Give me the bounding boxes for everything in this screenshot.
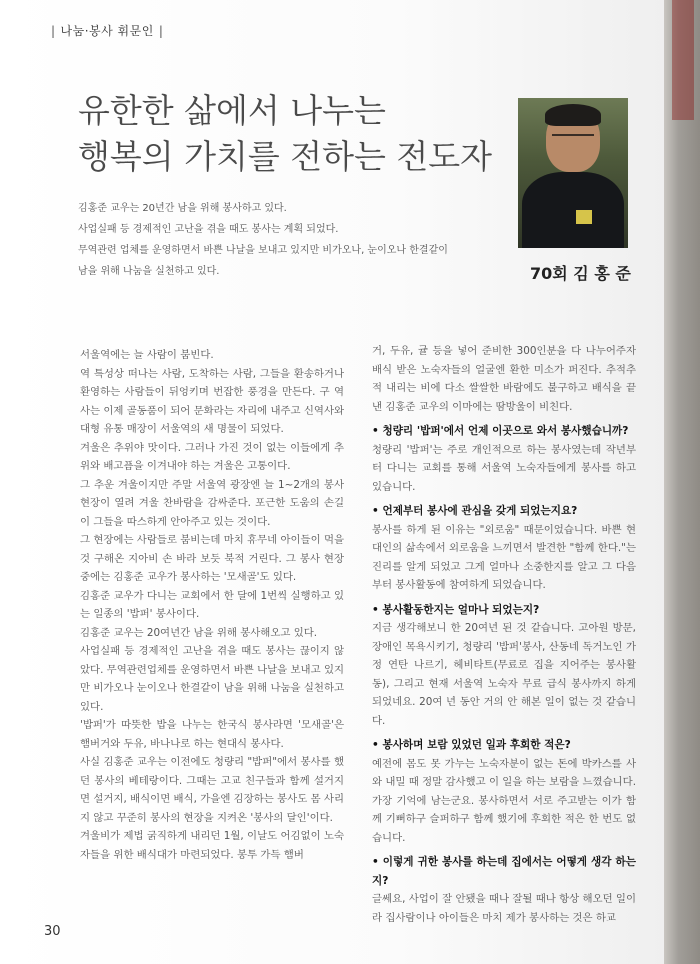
interview-question: • 봉사활동한지는 얼마나 되었는지? [372,603,540,616]
paragraph: 김홍준 교우는 20여년간 남을 위해 봉사해오고 있다. [80,626,318,639]
section-header [46,22,168,39]
paragraph: 역 특성상 떠나는 사람, 도착하는 사람, 그들을 환송하거나 환영하는 사람들이 뒤엉키며 번잡한 풍경을 만든다. 구 역사는 이제 골동품이 되어 문화라는 자리에 내주고 신역사와 대형 유통 매장이 서울역의 새 명물이 되었다. [80,367,345,435]
interview-answer: 예전에 몸도 못 가누는 노숙자분이 없는 돈에 박카스를 사와 내밀 때 정말 감사했고 이 일을 하는 보람을 느꼈습니다. 가장 기억에 남는군요. 봉사하면서 서로 주고받는 이가 함께 기뻐하구 슬퍼하구 함께 했기에 후회한 적은 한 번도 없습니다. [372,757,636,844]
paragraph: 겨울은 추위야 맛이다. 그러나 가진 것이 없는 이들에게 추위와 배고픔을 이겨내야 하는 겨울은 고통이다. [80,441,344,472]
article-title [78,88,508,180]
paragraph: '밥퍼'가 따뜻한 밥을 나누는 한국식 봉사라면 '모새골'은 햄버거와 두유, 바나나로 하는 현대식 봉사다. [80,719,344,750]
interview-answer: 봉사를 하게 된 이유는 "외로움" 때문이었습니다. 바쁜 현대인의 삶속에서 외로움을 느끼면서 발견한 "함께 한다."는 진리를 알게 되었고 그게 얼마나 소중한지를 알고 그 다음부터 봉사활동에 참여하게 되었습니다. [372,523,636,591]
intro-line: 김홍준 교우는 20년간 남을 위해 봉사하고 있다. [78,203,287,214]
photo-hair [545,104,601,126]
book-spine [664,0,700,964]
photo-body [522,172,624,248]
divider-bar: | [158,24,164,38]
right-column [372,342,636,927]
title-line: 행복의 가치를 전하는 전도자 [78,137,493,176]
title-line: 유한한 삶에서 나누는 [78,91,386,130]
interview-answer: 글쎄요, 사업이 잘 안됐을 때나 잘될 때나 항상 해오던 일이라 집사람이나 아이들은 마치 제가 봉사하는 것은 하교 [372,893,636,924]
page-number: 30 [44,924,61,939]
interview-question: • 봉사하며 보람 있었던 일과 후회한 적은? [372,739,571,751]
interview-question: • 청량리 '밥퍼'에서 언제 이곳으로 와서 봉사했습니까? [372,425,629,437]
paragraph: 그 추운 겨울이지만 주말 서울역 광장엔 늘 1~2개의 봉사 현장이 열려 겨울 찬바람을 감싸준다. 포근한 도움의 손길이 그들을 따스하게 안아주고 있는 것이다. [80,478,344,528]
spine-stripe [672,0,694,120]
section-label: 나눔·봉사 휘문인 [60,24,154,38]
paragraph: 서울역에는 늘 사람이 붐빈다. [80,349,214,361]
interview-answer: 지금 생각해보니 한 20여년 된 것 같습니다. 고아원 방문, 장애인 목욕시키기, 청량리 '밥퍼'봉사, 산동네 독거노인 가정 연탄 나르기, 헤비타트(무료로 집을 지어주는 봉사활동), 그리고 현재 서울역 노숙자 무료 급식 봉사까지 하게 되었네요. 20여 년 동안 거의 안 해본 일이 없는 것 같습니다. [372,622,636,727]
paragraph: 겨울비가 제법 굵직하게 내리던 1월, 이날도 어김없이 노숙자들을 위한 배식대가 마련되었다. 봉투 가득 햄버 [80,830,344,861]
left-column [80,346,344,864]
interview-question: • 이렇게 귀한 봉사를 하는데 집에서는 어떻게 생각 하는지? [372,856,636,887]
intro-line: 남을 위해 나눔을 실천하고 있다. [78,266,220,277]
paragraph: 사실 김홍준 교우는 이전에도 청량리 "밥퍼"에서 봉사를 했던 봉사의 베테랑이다. 그때는 고교 친구들과 함께 설거지면 설거지, 배식이면 배식, 가을엔 김장하는 봉사도 몸 사리지 않고 꾸준히 봉사의 현장을 지켜온 '봉사의 달인'이다. [80,756,344,824]
divider-bar: | [51,24,56,38]
interview-answer: 청량리 '밥퍼'는 주로 개인적으로 하는 봉사였는데 작년부터 다니는 교회를 통해 서울역 노숙자들에게 봉사를 하고 있습니다. [372,443,636,493]
paragraph: 김홍준 교우가 다니는 교회에서 한 달에 1번씩 실행하고 있는 일종의 '밥퍼' 봉사이다. [80,589,344,620]
profile-caption: 70회 김 홍 준 [530,264,631,283]
intro-line: 사업실패 등 경제적인 고난을 겪을 때도 봉사는 계획 되었다. [78,224,339,235]
profile-photo [518,98,628,248]
interview-question: • 언제부터 봉사에 관심을 갖게 되었는지요? [372,505,578,517]
paragraph: 거, 두유, 귤 등을 넣어 준비한 300인분을 다 나누어주자 배식 받은 노숙자들의 얼굴엔 환한 미소가 퍼진다. 추적추적 내리는 비에 다소 쌀쌀한 바람에도 불구하고 배식을 끝낸 김홍준 교우의 이마에는 땀방울이 비친다. [372,345,636,413]
paragraph: 그 현장에는 사람들로 붐비는데 마치 휴무네 아이들이 먹을 것 구해온 지아비 손 바라 보듯 북적 거린다. 그 봉사 현장 중에는 김홍준 교우가 봉사하는 '모새골'도 있다. [80,534,345,583]
intro-line: 무역관련 업체를 운영하면서 바쁜 나날을 보내고 있지만 비가오나, 눈이오나 한결같이 [78,245,448,256]
photo-brow [552,134,594,144]
paragraph: 사업실패 등 경제적인 고난을 겪을 때도 봉사는 끊이지 않았다. 무역관련업체를 운영하면서 바쁜 나날을 보내고 있지만 비가오나 눈이오나 한결같이 남을 위해 나눔을 실천하고 있다. [80,645,345,713]
photo-badge [576,210,592,224]
article-intro [78,198,498,282]
